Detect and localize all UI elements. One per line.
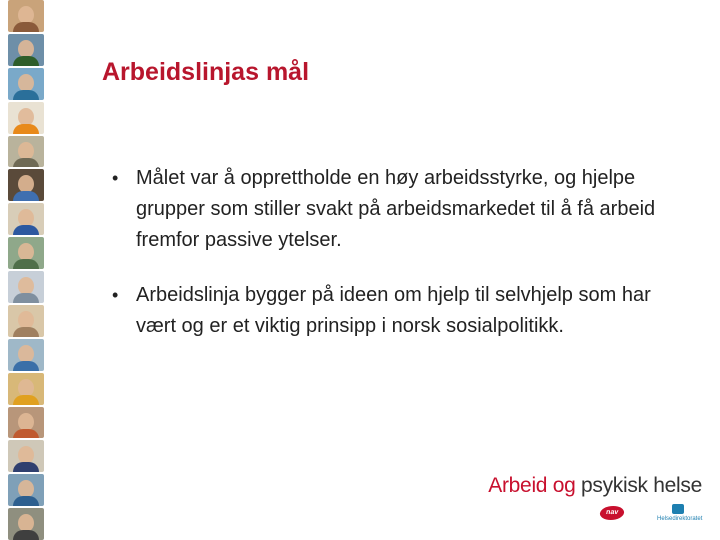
arbeid-og-psykisk-helse-logo [488, 474, 703, 534]
person-photo-icon [8, 102, 44, 134]
person-photo-icon [8, 407, 44, 439]
shirt-shape [13, 259, 39, 269]
person-photo-icon [8, 508, 44, 540]
person-photo-icon [8, 136, 44, 168]
person-photo-icon [8, 169, 44, 201]
person-photo-icon [8, 373, 44, 405]
shirt-shape [13, 22, 39, 32]
person-photo-icon [8, 237, 44, 269]
shirt-shape [13, 496, 39, 506]
shirt-shape [13, 191, 39, 201]
shirt-shape [13, 530, 39, 540]
person-photo-icon [8, 34, 44, 66]
nav-logo-icon: nav [599, 506, 625, 520]
person-photo-icon [8, 339, 44, 371]
shirt-shape [13, 462, 39, 472]
shirt-shape [13, 56, 39, 66]
photo-thumbnail-strip [8, 0, 48, 540]
logo-wordmark [488, 474, 702, 498]
bullet-icon: • [112, 285, 119, 305]
person-photo-icon [8, 440, 44, 472]
slide-title: Arbeidslinjas mål [102, 58, 310, 86]
person-photo-icon [8, 305, 44, 337]
person-photo-icon [8, 203, 44, 235]
bullet-icon: • [112, 168, 119, 188]
shirt-shape [13, 225, 39, 235]
helsedirektoratet-logo-icon [672, 504, 684, 514]
bullet-text: Målet var å opprettholde en høy arbeidsstyrke, og hjelpe grupper som stiller svakt på arbeidsmarkedet til å få arbeid fremfor passive ytelser. [136, 167, 656, 251]
shirt-shape [13, 361, 39, 371]
person-photo-icon [8, 0, 44, 32]
bullet-list [112, 163, 672, 366]
face-shape [18, 413, 34, 431]
shirt-shape [13, 90, 39, 100]
helsedirektoratet-label: Helsedirektoratet [657, 516, 703, 522]
shirt-shape [13, 158, 39, 168]
face-shape [18, 108, 34, 126]
logo-text-part2: psykisk helse [581, 474, 702, 497]
shirt-shape [13, 293, 39, 303]
shirt-shape [13, 327, 39, 337]
bullet-item [112, 280, 672, 342]
face-shape [18, 379, 34, 397]
bullet-text: Arbeidslinja bygger på ideen om hjelp til selvhjelp som har vært og er et viktig prinsipp i norsk sosialpolitikk. [136, 284, 651, 337]
shirt-shape [13, 429, 39, 439]
shirt-shape [13, 124, 39, 134]
shirt-shape [13, 395, 39, 405]
person-photo-icon [8, 271, 44, 303]
logo-text-part1: Arbeid og [488, 474, 582, 497]
bullet-item [112, 163, 672, 256]
person-photo-icon [8, 68, 44, 100]
person-photo-icon [8, 474, 44, 506]
face-shape [18, 142, 34, 160]
